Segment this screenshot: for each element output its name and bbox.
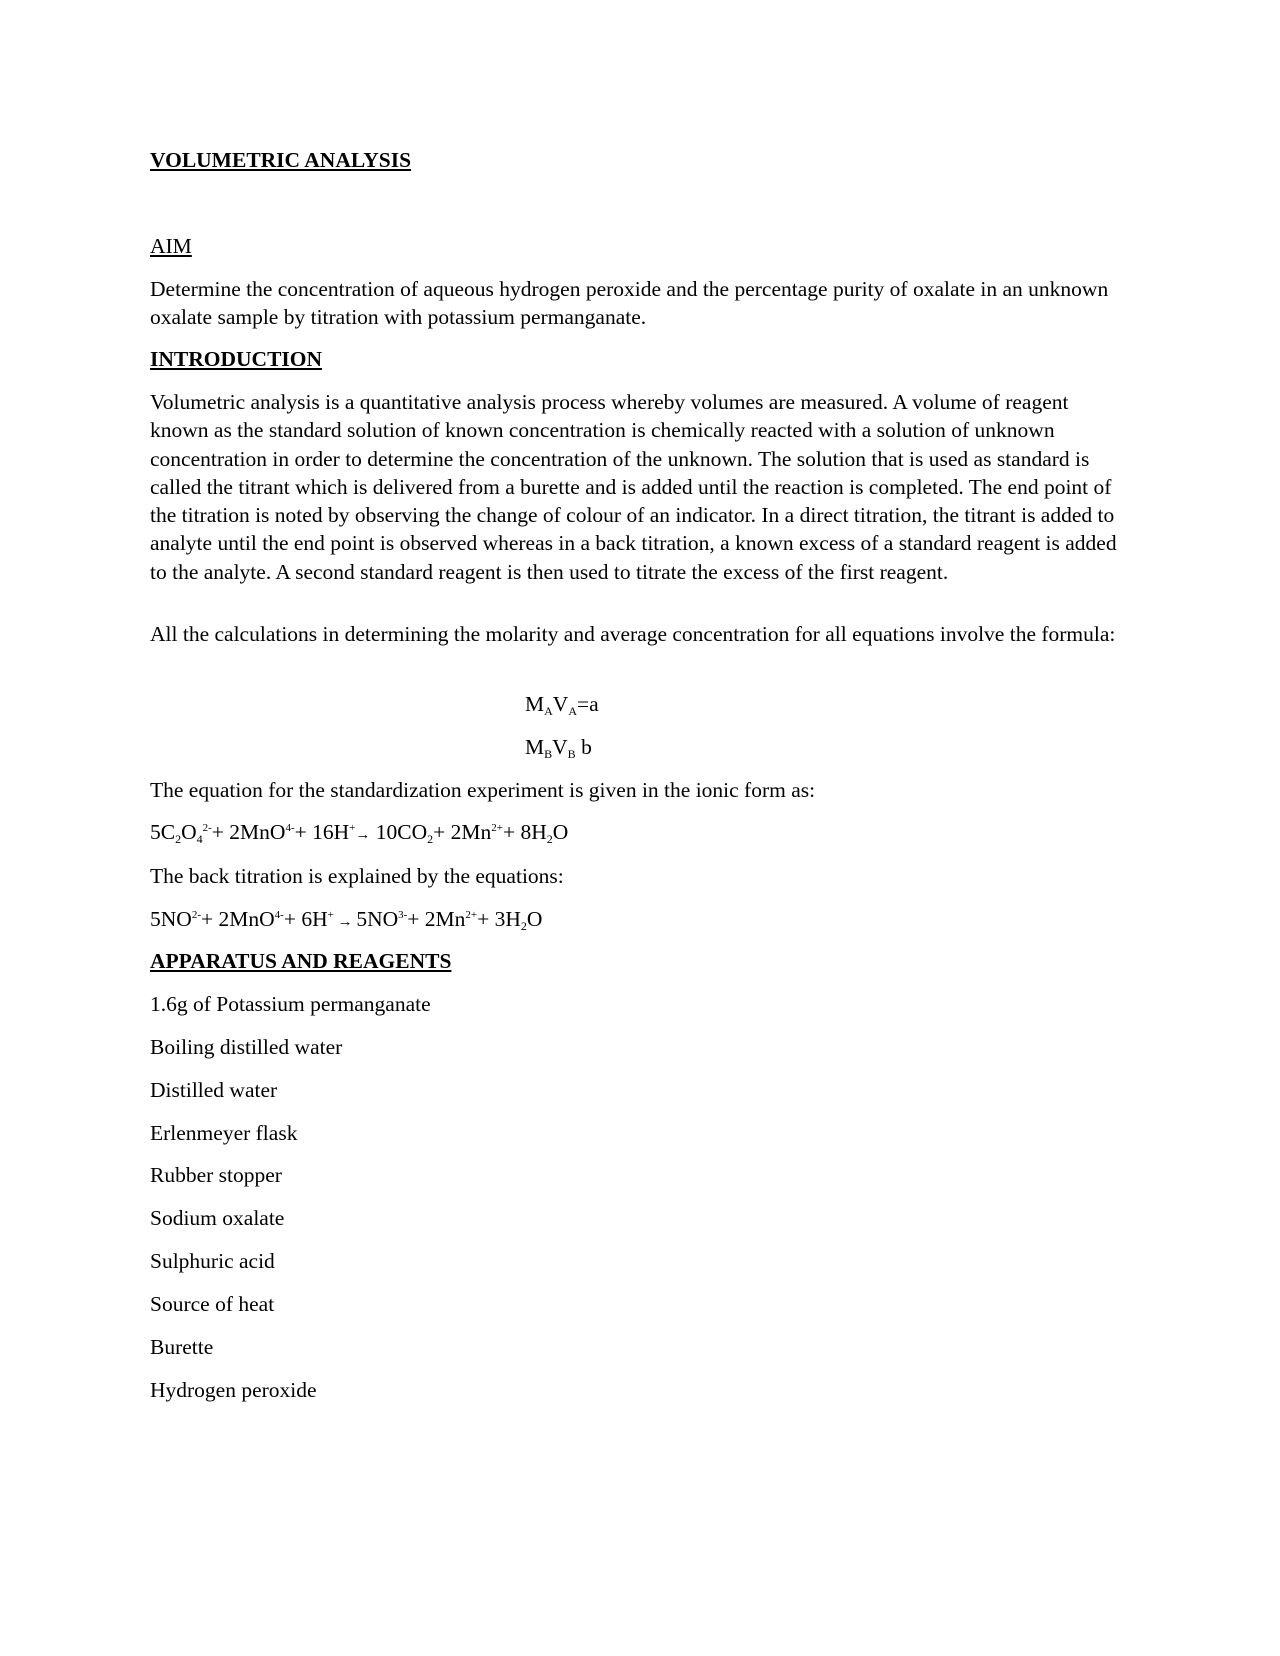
document-title: VOLUMETRIC ANALYSIS — [150, 148, 412, 172]
standardization-text: The equation for the standardization experiment is given in the ionic form as: — [150, 778, 816, 802]
standardization-equation: $5C2O4^{2-}+ 2MnO^{4-}+ 16H^+\to 10CO2+ 2Mn^{2+}+ 8H2O$ — [150, 820, 569, 846]
apparatus-item: Hydrogen peroxide — [150, 1378, 317, 1402]
aim-text: Determine the concentration of aqueous hydrogen peroxide and the percentage purity of oxalate in an unknown oxalate sample by titration with potassium permanganate. — [150, 277, 1109, 330]
formula-base: MBVB b — [525, 735, 592, 761]
apparatus-item: Sodium oxalate — [150, 1206, 285, 1230]
aim-heading: AIM — [150, 234, 192, 258]
formula-intro-text: All the calculations in determining the molarity and average concentration for all equations involve the formula: — [150, 622, 1116, 646]
introduction-paragraph: Volumetric analysis is a quantitative analysis process whereby volumes are measured. A volume of reagent known as the standard solution of known concentration is chemically reacted with a solution of unknown concentration in order to determine the concentration of the unknown. The solution that is used as standard is called the titrant which is delivered from a burette and is added until the reaction is completed. The end point of the titration is noted by observing the change of colour of an indicator. In a direct titration, the titrant is added to analyte until the end point is observed whereas in a back titration, a known excess of a standard reagent is added to the analyte. A second standard reagent is then used to titrate the excess of the first reagent. — [150, 390, 1117, 584]
back-titration-text: The back titration is explained by the equations: — [150, 864, 564, 888]
apparatus-item: Sulphuric acid — [150, 1249, 275, 1273]
introduction-heading: INTRODUCTION — [150, 347, 323, 371]
apparatus-item: Boiling distilled water — [150, 1035, 343, 1059]
apparatus-item: Erlenmeyer flask — [150, 1121, 298, 1145]
apparatus-heading: APPARATUS AND REAGENTS — [150, 949, 452, 973]
arrow-icon: → — [333, 914, 357, 930]
apparatus-item: Source of heat — [150, 1292, 275, 1316]
apparatus-item: Distilled water — [150, 1078, 278, 1102]
formula-acid: MAVA=a — [525, 692, 599, 718]
apparatus-item: Burette — [150, 1335, 214, 1359]
back-titration-equation: $5NO^{2-}+ 2MnO^{4-}+ 6H^+ \to 5NO^{3-}+ 2Mn^{2+}+ 3H2O$ — [150, 907, 543, 933]
apparatus-item: 1.6g of Potassium permanganate — [150, 992, 431, 1016]
arrow-icon: → — [355, 827, 371, 843]
apparatus-item: Rubber stopper — [150, 1163, 282, 1187]
